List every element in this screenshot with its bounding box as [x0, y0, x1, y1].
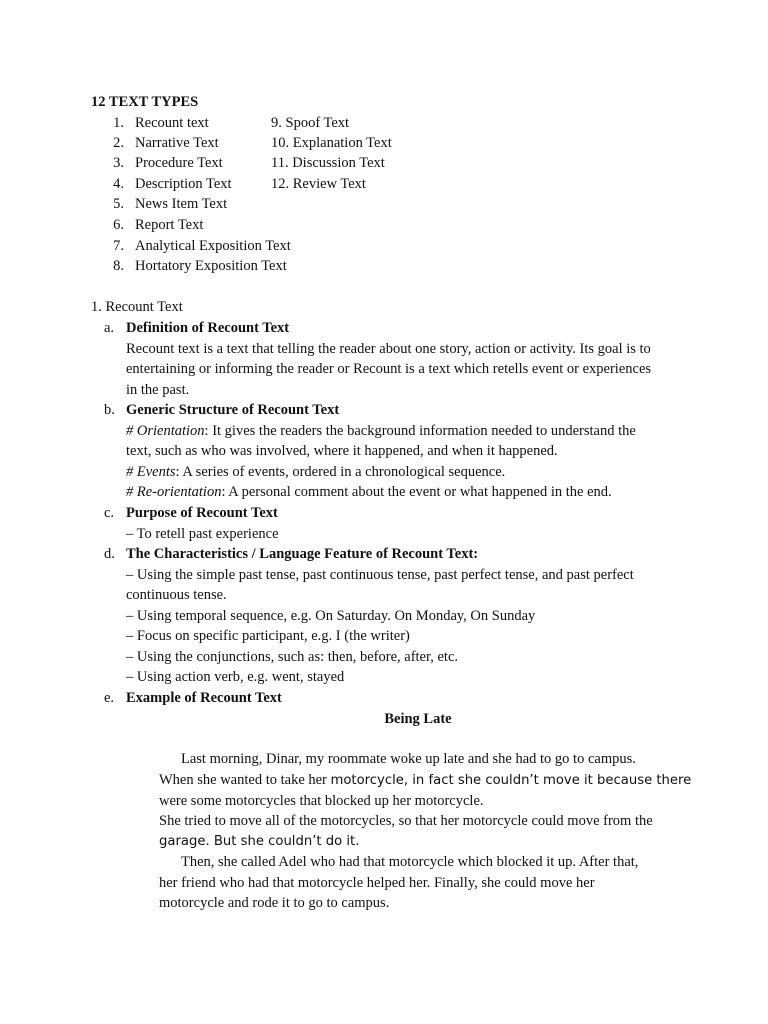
story-line: were some motorcycles that blocked up her motorcycle.: [159, 793, 484, 809]
paragraph-line: – To retell past experience: [126, 526, 279, 542]
subsection-heading: Definition of Recount Text: [126, 320, 290, 336]
paragraph-line: text, such as who was involved, where it happened, and when it happened.: [126, 443, 558, 459]
list-number: 6.: [113, 217, 124, 233]
subsection-letter: b.: [104, 402, 115, 418]
story-line: Then, she called Adel who had that motorcycle which blocked it up. After that,: [181, 854, 639, 870]
list-label: Recount text: [135, 115, 209, 131]
paragraph-line: [126, 482, 612, 503]
list-label: Procedure Text: [135, 155, 223, 171]
subsection-heading: Example of Recount Text: [126, 690, 282, 706]
subsection-letter: d.: [104, 546, 115, 562]
section-title: 1. Recount Text: [91, 299, 183, 315]
page-title: 12 TEXT TYPES: [91, 94, 199, 110]
subsection-letter: a.: [104, 320, 115, 336]
story-line: She tried to move all of the motorcycles, so that her motorcycle could move from the: [159, 813, 653, 829]
paragraph-line: – Using action verb, e.g. went, stayed: [126, 669, 345, 685]
term-label: # Orientation: [126, 423, 205, 439]
list-number: 8.: [113, 258, 124, 274]
subsection-letter: e.: [104, 690, 115, 706]
paragraph-line: – Focus on specific participant, e.g. I (the writer): [126, 628, 410, 644]
story-text: When she wanted to take her: [159, 772, 331, 788]
subsection-heading: Purpose of Recount Text: [126, 505, 278, 521]
story-line: Last morning, Dinar, my roommate woke up late and she had to go to campus.: [181, 751, 636, 767]
subsection-heading: Generic Structure of Recount Text: [126, 402, 340, 418]
story-line: garage. But she couldn’t do it.: [159, 834, 360, 849]
list-label: Description Text: [135, 176, 232, 192]
paragraph-line: continuous tense.: [126, 587, 227, 603]
list-number: 7.: [113, 238, 124, 254]
term-label: # Events: [126, 464, 176, 480]
list-label: Narrative Text: [135, 135, 219, 151]
list-label: Analytical Exposition Text: [135, 238, 291, 254]
list-label: Hortatory Exposition Text: [135, 258, 287, 274]
story-line: motorcycle and rode it to go to campus.: [159, 895, 390, 911]
term-text: : It gives the readers the background information needed to understand the: [204, 423, 636, 439]
term-text: : A personal comment about the event or what happened in the end.: [221, 484, 612, 500]
list-number: 5.: [113, 196, 124, 212]
list-number: 2.: [113, 135, 124, 151]
list-number: 4.: [113, 176, 124, 192]
term-text: : A series of events, ordered in a chronological sequence.: [175, 464, 506, 480]
story-text: motorcycle, in fact she couldn’t move it because there: [330, 773, 692, 788]
list-item: 11. Discussion Text: [271, 155, 385, 171]
list-item: 12. Review Text: [271, 176, 366, 192]
paragraph-line: [126, 421, 636, 442]
list-label: News Item Text: [135, 196, 228, 212]
story-line: [159, 770, 691, 792]
subsection-heading: The Characteristics / Language Feature of Recount Text:: [126, 546, 479, 562]
story-title: Being Late: [384, 711, 452, 727]
paragraph-line: Recount text is a text that telling the reader about one story, action or activity. Its goal is to: [126, 341, 651, 357]
paragraph-line: in the past.: [126, 382, 190, 398]
list-item: 10. Explanation Text: [271, 135, 392, 151]
paragraph-line: entertaining or informing the reader or Recount is a text which retells event or experiences: [126, 361, 652, 377]
list-number: 1.: [113, 115, 124, 131]
list-item: 9. Spoof Text: [271, 115, 350, 131]
list-number: 3.: [113, 155, 124, 171]
story-line: her friend who had that motorcycle helped her. Finally, she could move her: [159, 875, 595, 891]
paragraph-line: – Using the conjunctions, such as: then, before, after, etc.: [126, 649, 459, 665]
subsection-letter: c.: [104, 505, 115, 521]
paragraph-line: [126, 462, 505, 483]
term-label: # Re-orientation: [126, 484, 222, 500]
paragraph-line: – Using the simple past tense, past continuous tense, past perfect tense, and past perfect: [126, 567, 634, 583]
paragraph-line: – Using temporal sequence, e.g. On Saturday. On Monday, On Sunday: [126, 608, 536, 624]
list-label: Report Text: [135, 217, 204, 233]
